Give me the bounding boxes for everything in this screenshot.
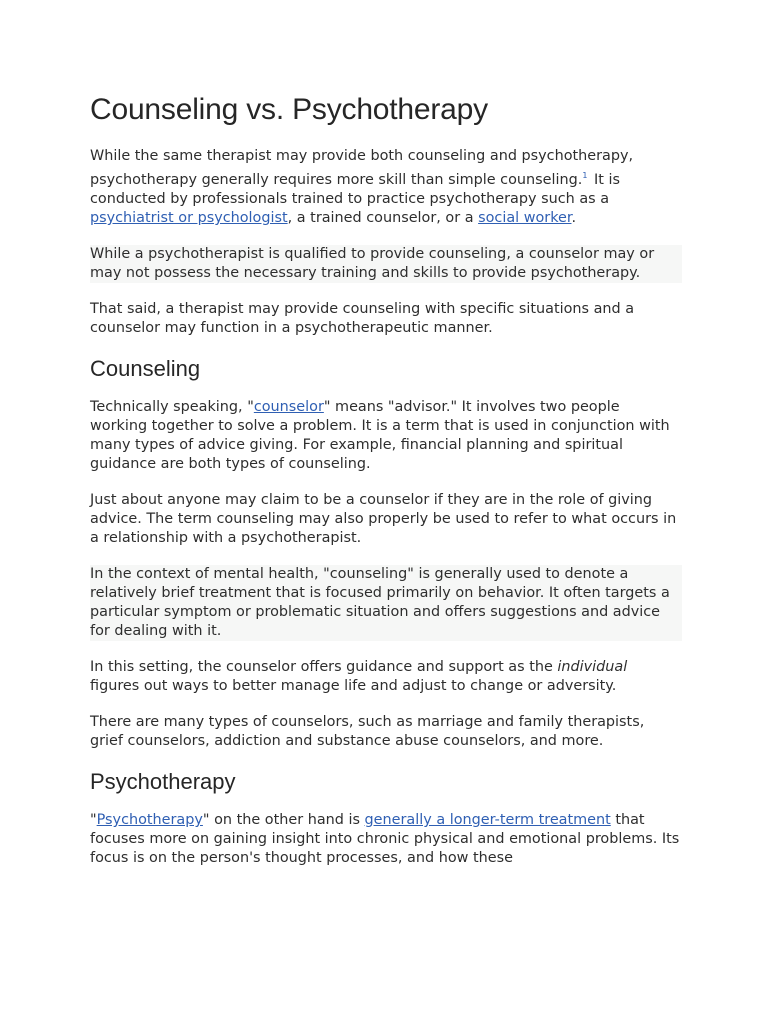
psychotherapy-text: " on the other hand is bbox=[202, 812, 365, 828]
intro-paragraph-1 bbox=[90, 147, 680, 228]
counselor-link[interactable]: counselor bbox=[253, 399, 324, 415]
intro-text: While the same therapist may provide both counseling and psychotherapy, psychotherapy generally requires more skill than simple counseling. bbox=[90, 148, 634, 188]
counseling-paragraph-3: In the context of mental health, "counseling" is generally used to denote a relatively brief treatment that is focused primarily on behavior. It often targets a particular symptom or problematic situation and offers suggestions and advice for dealing with it. bbox=[90, 565, 682, 641]
counseling-paragraph-2: Just about anyone may claim to be a counselor if they are in the role of giving advice. The term counseling may also properly be used to refer to what occurs in a relationship with a psychotherapist. bbox=[90, 492, 677, 546]
counseling-paragraph-1 bbox=[90, 398, 680, 474]
intro-text: It is conducted by professionals trained to practice psychotherapy such as a bbox=[90, 172, 620, 207]
counseling-paragraph-4 bbox=[90, 658, 680, 696]
emphasis-individual: individual bbox=[557, 659, 628, 675]
intro-text: , a trained counselor, or a bbox=[287, 210, 479, 226]
intro-text: . bbox=[571, 210, 577, 226]
psychotherapy-text: that focuses more on gaining insight into chronic physical and emotional problems. Its focus is on the person's thought processes, and how these bbox=[90, 812, 680, 866]
counseling-text: " means "advisor." It involves two people working together to solve a problem. It is a term that is used in conjunction with many types of advice giving. For example, financial planning and spiritual guidance are both types of counseling. bbox=[90, 399, 670, 472]
page-title: Counseling vs. Psychotherapy bbox=[90, 93, 488, 126]
longer-term-treatment-link[interactable]: generally a longer-term treatment bbox=[364, 812, 611, 828]
psychotherapy-link[interactable]: Psychotherapy bbox=[96, 812, 203, 828]
intro-paragraph-2: While a psychotherapist is qualified to provide counseling, a counselor may or may not possess the necessary training and skills to provide psychotherapy. bbox=[90, 245, 682, 283]
social-worker-link[interactable]: social worker bbox=[478, 210, 572, 226]
psychotherapy-paragraph-1 bbox=[90, 811, 680, 868]
counseling-paragraph-5: There are many types of counselors, such as marriage and family therapists, grief counselors, addiction and substance abuse counselors, and more. bbox=[90, 714, 645, 749]
footnote-reference[interactable]: 1 bbox=[582, 171, 588, 180]
intro-paragraph-3: That said, a therapist may provide counseling with specific situations and a counselor may function in a psychotherapeutic manner. bbox=[90, 301, 635, 336]
section-heading-psychotherapy: Psychotherapy bbox=[90, 769, 236, 794]
counseling-text: figures out ways to better manage life and adjust to change or adversity. bbox=[90, 678, 617, 694]
article bbox=[90, 92, 680, 885]
psychotherapy-text: " bbox=[90, 812, 97, 828]
counseling-text: Technically speaking, " bbox=[90, 399, 254, 415]
counseling-text: In this setting, the counselor offers guidance and support as the bbox=[90, 659, 558, 675]
section-heading-counseling: Counseling bbox=[90, 356, 201, 381]
psychiatrist-or-psychologist-link[interactable]: psychiatrist or psychologist bbox=[90, 210, 288, 226]
